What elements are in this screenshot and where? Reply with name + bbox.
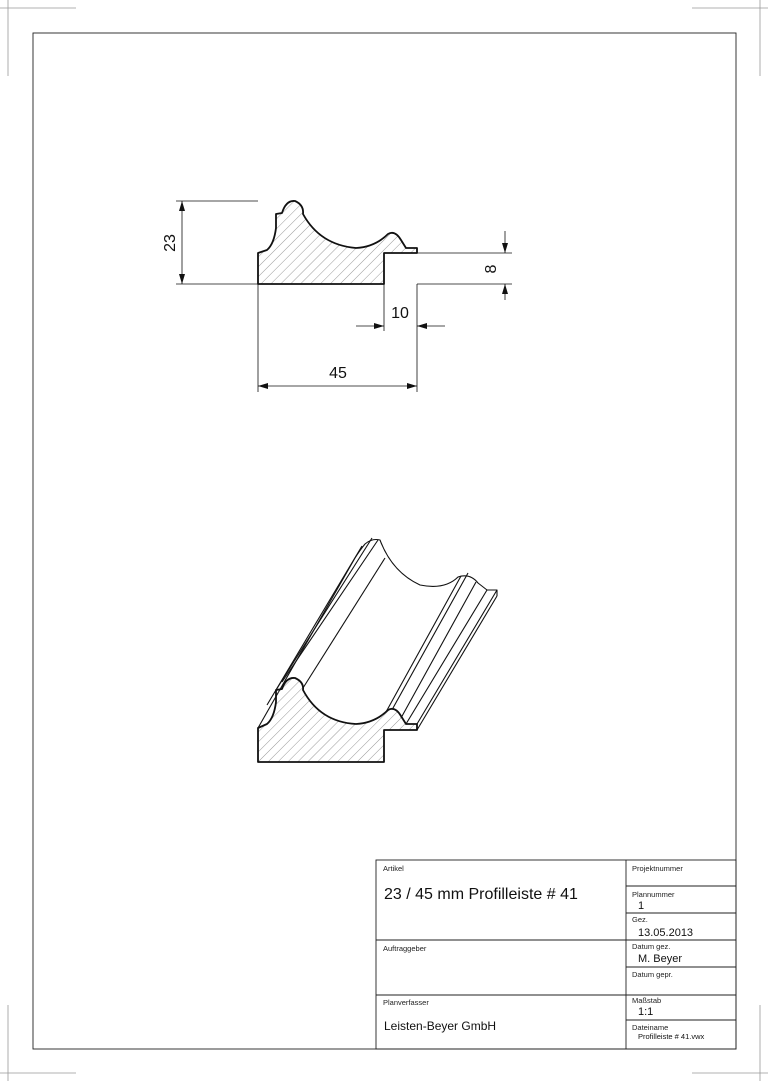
massstab-value: 1:1 (638, 1006, 654, 1018)
gez-label: Gez. (632, 915, 648, 924)
auftraggeber-label: Auftraggeber (383, 944, 427, 953)
datum-gepr-label: Datum gepr. (632, 970, 673, 979)
dimension-step-height (417, 231, 512, 392)
dimension-step-height-label: 8 (483, 264, 500, 274)
profile-section (258, 201, 417, 284)
dimension-step-width-label: 10 (391, 305, 409, 322)
dimension-height (176, 201, 258, 284)
dimension-height-label: 23 (162, 234, 179, 252)
massstab-label: Maßstab (632, 996, 662, 1005)
projektnummer-label: Projektnummer (632, 864, 683, 873)
plannummer-value: 1 (638, 900, 645, 912)
dateiname-value: Profilleiste # 41.vwx (638, 1032, 705, 1041)
datum-gez-label: Datum gez. (632, 942, 671, 951)
gez-value: 13.05.2013 (638, 927, 694, 939)
artikel-value: 23 / 45 mm Profilleiste # 41 (384, 886, 578, 903)
planverfasser-value: Leisten-Beyer GmbH (384, 1019, 497, 1033)
isometric-front-profile (258, 678, 417, 762)
planverfasser-label: Planverfasser (383, 998, 429, 1007)
dimension-width-label: 45 (329, 365, 347, 382)
datum-gez-value: M. Beyer (638, 953, 683, 965)
title-block (376, 860, 736, 1049)
plannummer-label: Plannummer (632, 890, 675, 899)
dateiname-label: Dateiname (632, 1023, 669, 1032)
artikel-label: Artikel (383, 864, 404, 873)
